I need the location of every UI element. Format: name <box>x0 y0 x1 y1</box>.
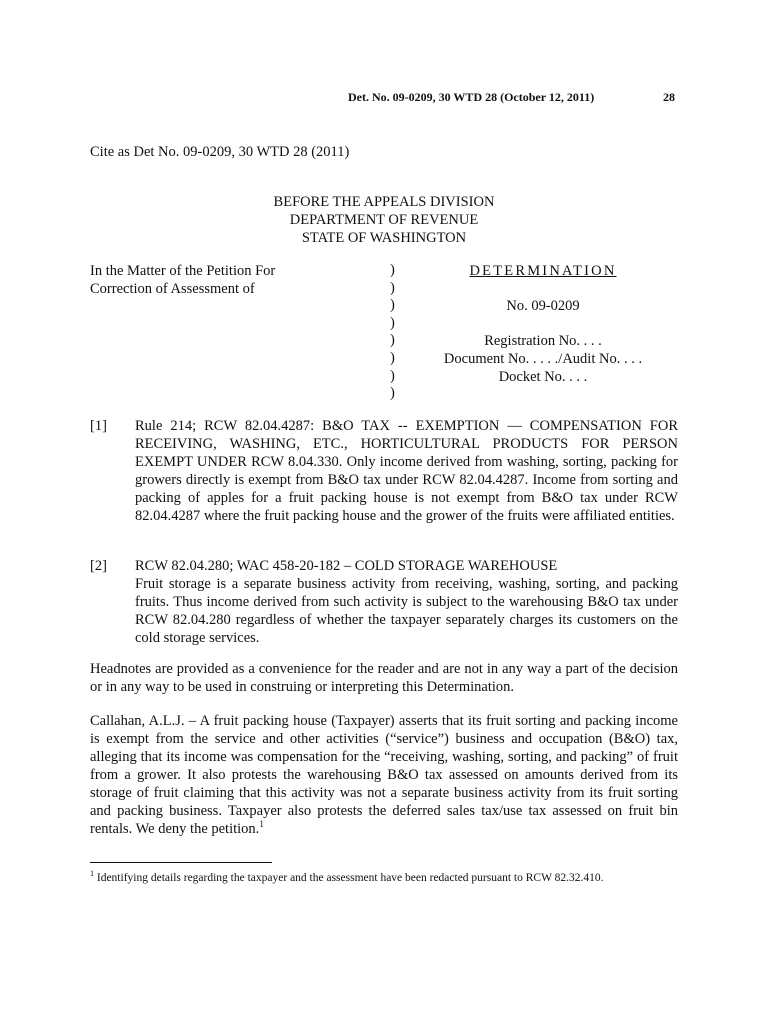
caption-paren: ) <box>390 332 395 349</box>
caption-left-line-1: In the Matter of the Petition For <box>90 263 276 279</box>
caption-determination <box>420 262 666 386</box>
caption-matter <box>90 262 275 298</box>
cite-as-line: Cite as Det No. 09-0209, 30 WTD 28 (2011) <box>90 144 350 160</box>
court-line-2: DEPARTMENT OF REVENUE <box>289 212 479 228</box>
headnote-number: [1] <box>90 418 107 434</box>
court-line-1: BEFORE THE APPEALS DIVISION <box>273 194 495 210</box>
footnote-reference[interactable]: 1 <box>259 819 264 830</box>
caption-paren: ) <box>390 367 395 384</box>
caption-paren: ) <box>390 279 395 296</box>
headnote-disclaimer: Headnotes are provided as a convenience for the reader and are not in any way a part of the decision or in any way to be used in construing or interpreting this Determination. <box>90 661 678 695</box>
registration-number: Registration No. . . . <box>484 333 602 349</box>
caption-paren: ) <box>390 349 395 366</box>
determination-title: DETERMINATION <box>469 263 617 279</box>
docket-number: Docket No. . . . <box>498 369 588 385</box>
headnote-number: [2] <box>90 558 107 574</box>
footnote-divider <box>90 862 272 863</box>
footnote-1 <box>90 869 604 884</box>
caption-paren: ) <box>390 297 395 314</box>
caption-paren: ) <box>390 262 395 278</box>
header-citation: Det. No. 09-0209, 30 WTD 28 (October 12, 2011) <box>348 90 595 104</box>
caption-left-line-2: Correction of Assessment of <box>90 281 255 297</box>
headnote-2 <box>90 557 678 647</box>
opening-text: Callahan, A.L.J. – A fruit packing house (Taxpayer) asserts that its fruit sorting and packing income is exempt from the service and other activities (“service”) business and occupation (B&O) tax, alleging that its income was compensation for the “receiving, washing, sorting, and packing” of fruit from a grower. It also protests the warehousing B&O tax assessed on amounts derived from its storage of fruit claiming that this activity was not a separate business activity from its fruit sorting and packing business. Taxpayer also protests the deferred sales tax/use tax assessed on fruit bin rentals. We deny the petition. <box>90 713 678 837</box>
caption-parentheses <box>390 262 395 403</box>
page-number: 28 <box>663 90 675 104</box>
document-audit-number: Document No. . . . ./Audit No. . . . <box>443 351 643 367</box>
running-header <box>0 90 768 108</box>
opening-paragraph <box>90 712 678 838</box>
footnote-text: Identifying details regarding the taxpayer and the assessment have been redacted pursuant to RCW 82.32.410. <box>96 872 604 884</box>
court-line-3: STATE OF WASHINGTON <box>301 230 467 246</box>
caption-paren: ) <box>390 385 395 402</box>
court-heading <box>180 193 588 247</box>
determination-number: No. 09-0209 <box>506 298 580 314</box>
headnote-text: Rule 214; RCW 82.04.4287: B&O TAX -- EXEMPTION — COMPENSATION FOR RECEIVING, WASHING, ETC., HORTICULTURAL PRODUCTS FOR PERSON EXEMPT UNDER RCW 8.04.330. Only income derived from washing, sorting, packing for growers directly is exempt from B&O tax under RCW 82.04.4287. Income from sorting and packing of apples for a fruit packing house is not exempt from B&O tax under RCW 82.04.4287 where the fruit packing house and the grower of the fruits were affiliated entities. <box>135 418 678 524</box>
caption-paren: ) <box>390 314 395 331</box>
headnote-text: Fruit storage is a separate business activity from receiving, washing, sorting, and packing fruits. Thus income derived from such activity is subject to the warehousing B&O tax under RCW 82.04.280 regardless of whether the taxpayer separately charges its customers on the cold storage services. <box>135 576 678 646</box>
footnote-marker: 1 <box>90 869 94 879</box>
headnote-1 <box>90 417 678 525</box>
headnote-heading: RCW 82.04.280; WAC 458-20-182 – COLD STORAGE WAREHOUSE <box>135 558 558 574</box>
